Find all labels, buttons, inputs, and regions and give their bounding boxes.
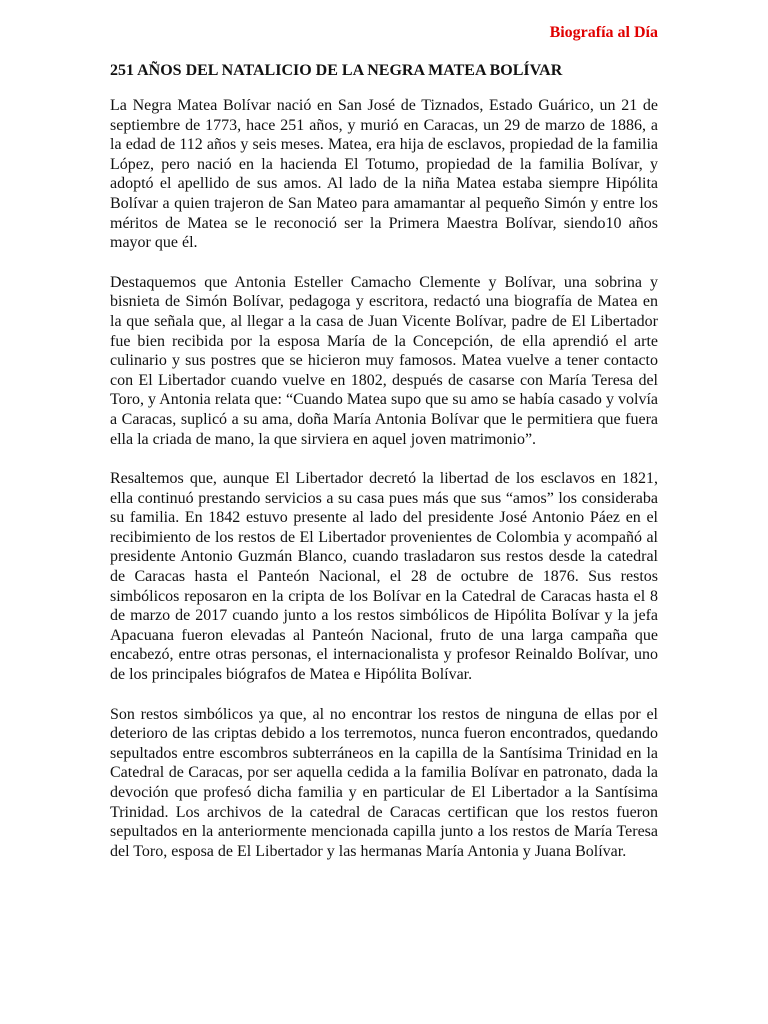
paragraph-3: Resaltemos que, aunque El Libertador decretó la libertad de los esclavos en 1821, ella continuó prestando servicios a su casa pues más que sus “amos” los consideraba su familia. En 1842 estuvo presente al lado del presidente José Antonio Páez en el recibimiento de los restos de El Libertador provenientes de Colombia y acompañó al presidente Antonio Guzmán Blanco, cuando trasladaron sus restos desde la catedral de Caracas hasta el Panteón Nacional, el 28 de octubre de 1876. Sus restos simbólicos reposaron en la cripta de los Bolívar en la Catedral de Caracas hasta el 8 de marzo de 2017 cuando junto a los restos simbólicos de Hipólita Bolívar y la jefa Apacuana fueron elevadas al Panteón Nacional, fruto de una larga campaña que encabezó, entre otras personas, el internacionalista y profesor Reinaldo Bolívar, uno de los principales biógrafos de Matea e Hipólita Bolívar. xyxy=(110,470,658,684)
page-title: 251 AÑOS DEL NATALICIO DE LA NEGRA MATEA BOLÍVAR xyxy=(110,62,563,79)
paragraph-1: La Negra Matea Bolívar nació en San José de Tiznados, Estado Guárico, un 21 de septiembre de 1773, hace 251 años, y murió en Caracas, un 29 de marzo de 1886, a la edad de 112 años y seis meses. Matea, era hija de esclavos, propiedad de la familia López, pero nació en la hacienda El Totumo, propiedad de la familia Bolívar, y adoptó el apellido de sus amos. Al lado de la niña Matea estaba siempre Hipólita Bolívar a quien trajeron de San Mateo para amamantar al pequeño Simón y entre los méritos de Matea se le reconoció ser la Primera Maestra Bolívar, siendo10 años mayor que él. xyxy=(110,97,658,252)
paragraph-4: Son restos simbólicos ya que, al no encontrar los restos de ninguna de ellas por el deterioro de las criptas debido a los terremotos, nunca fueron encontrados, quedando sepultados entre escombros subterráneos en la capilla de la Santísima Trinidad en la Catedral de Caracas, por ser aquella cedida a la familia Bolívar en patronato, dada la devoción que profesó dicha familia y en particular de El Libertador a la Santísima Trinidad. Los archivos de la catedral de Caracas certifican que los restos fueron sepultados en la anteriormente mencionada capilla junto a los restos de María Teresa del Toro, esposa de El Libertador y las hermanas María Antonia y Juana Bolívar. xyxy=(110,705,658,860)
paragraph-2: Destaquemos que Antonia Esteller Camacho Clemente y Bolívar, una sobrina y bisnieta de Simón Bolívar, pedagoga y escritora, redactó una biografía de Matea en la que señala que, al llegar a la casa de Juan Vicente Bolívar, padre de El Libertador fue bien recibida por la esposa María de la Concepción, de ella aprendió el arte culinario y sus postres que se hicieron muy famosos. Matea vuelve a tener contacto con El Libertador cuando vuelve en 1802, después de casarse con María Teresa del Toro, y Antonia relata que: “Cuando Matea supo que su amo se había casado y volvía a Caracas, suplicó a su ama, doña María Antonia Bolívar que le permitiera que fuera ella la criada de mano, la que sirviera en aquel joven matrimonio”. xyxy=(110,273,658,448)
article-body xyxy=(110,96,658,881)
section-header: Biografía al Día xyxy=(549,24,658,41)
